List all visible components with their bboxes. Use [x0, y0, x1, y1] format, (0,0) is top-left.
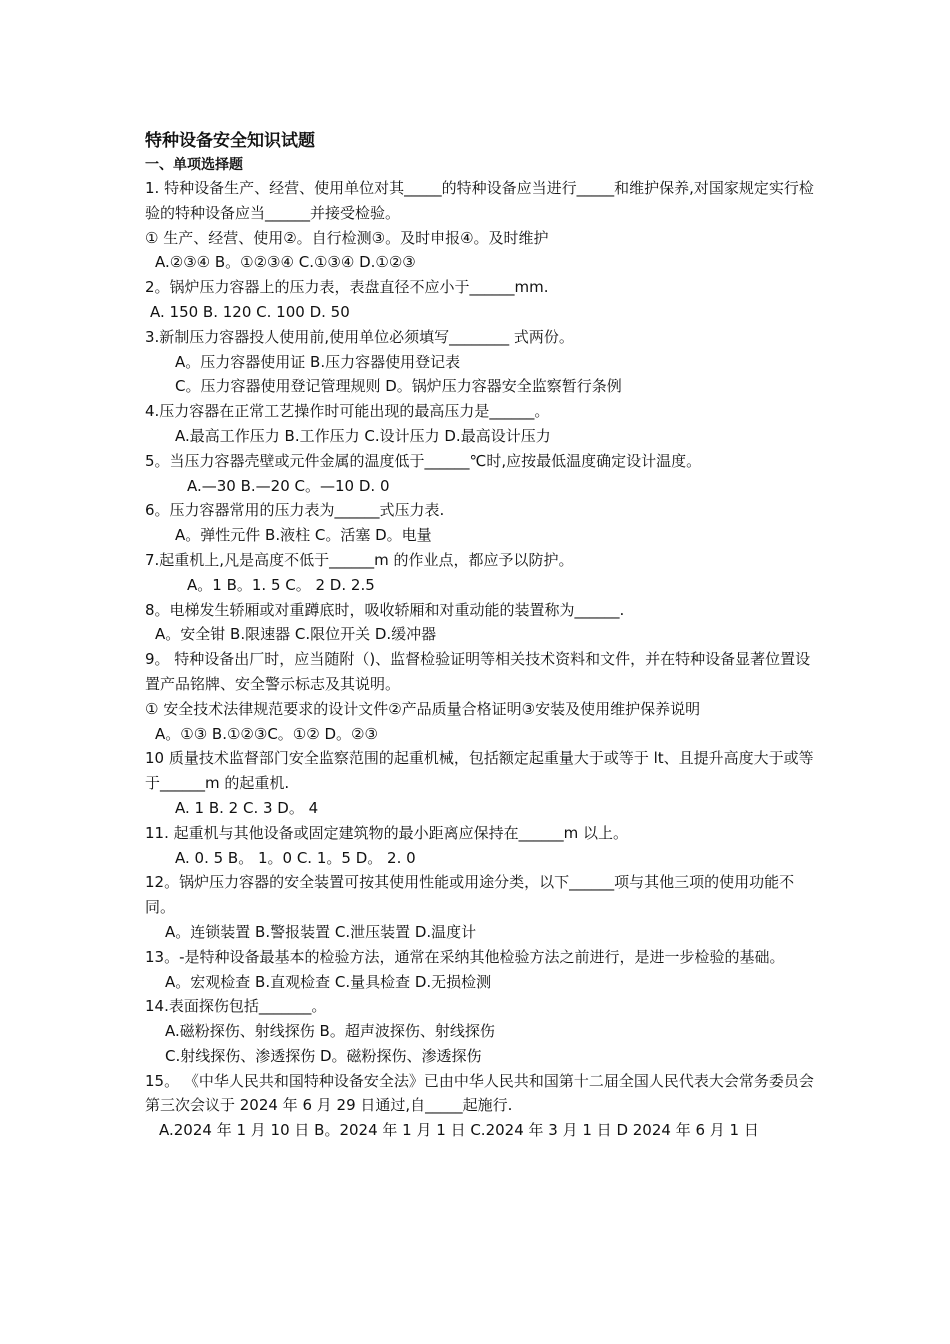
- question-9-items: ① 安全技术法律规范要求的设计文件②产品质量合格证明③安装及使用维护保养说明: [145, 699, 701, 718]
- question-11-options: A. 0. 5 B。 1。0 C. 1。5 D。 2. 0: [175, 848, 416, 867]
- question-2-options: A. 150 B. 120 C. 100 D. 50: [150, 302, 350, 321]
- question-14-options-1: A.磁粉探伤、射线探伤 B。超声波探伤、射线探伤: [165, 1022, 495, 1041]
- question-8-stem: 8。电梯发生轿厢或对重蹲底时，吸收轿厢和对重动能的装置称为______.: [145, 600, 625, 619]
- question-12-options: A。连锁装置 B.警报装置 C.泄压装置 D.温度计: [165, 922, 477, 941]
- question-15-options: A.2024 年 1 月 10 日 B。2024 年 1 月 1 日 C.2024 年 3 月 1 日 D 2024 年 6 月 1 日: [159, 1121, 759, 1140]
- question-7-stem: 7.起重机上,凡是高度不低于______m 的作业点，都应予以防护。: [145, 550, 574, 569]
- question-1-stem: 1. 特种设备生产、经营、使用单位对其_____的特种设备应当进行_____和维护保养,对国家规定实行检验的特种设备应当______并接受检验。: [145, 179, 814, 222]
- question-1-items: ① 生产、经营、使用②。自行检测③。及时申报④。及时维护: [145, 228, 549, 247]
- question-14-options-2: C.射线探伤、渗透探伤 D。磁粉探伤、渗透探伤: [165, 1046, 482, 1065]
- section-heading: 一、单项选择题: [145, 157, 243, 173]
- question-11-stem: 11. 起重机与其他设备或固定建筑物的最小距离应保持在______m 以上。: [145, 823, 629, 842]
- question-3-stem: 3.新制压力容器投人使用前,使用单位必须填写________ 式两份。: [145, 327, 574, 346]
- question-13-stem: 13。-是特种设备最基本的检验方法，通常在采纳其他检验方法之前进行，是进一步检验的基础。: [145, 947, 785, 966]
- document-title: 特种设备安全知识试题: [145, 131, 315, 151]
- question-14-stem: 14.表面探伤包括_______。: [145, 997, 327, 1016]
- question-4-stem: 4.压力容器在正常工艺操作时可能出现的最高压力是______。: [145, 402, 550, 421]
- question-1-options: A.②③④ B。①②③④ C.①③④ D.①②③: [155, 253, 416, 272]
- question-5-options: A.—30 B.—20 C。—10 D. 0: [187, 476, 390, 495]
- question-12-stem: 12。锅炉压力容器的安全装置可按其使用性能或用途分类，以下______项与其他三项的使用功能不同。: [145, 873, 795, 917]
- question-13-options: A。宏观检查 B.直观检查 C.量具检查 D.无损检测: [165, 972, 492, 991]
- question-2-stem: 2。锅炉压力容器上的压力表，表盘直径不应小于______mm.: [145, 278, 549, 297]
- question-4-options: A.最高工作压力 B.工作压力 C.设计压力 D.最高设计压力: [175, 426, 551, 445]
- document-content: [145, 128, 815, 1143]
- question-9-stem: 9。 特种设备出厂时，应当随附（)、监督检验证明等相关技术资料和文件，并在特种设备显著位置设置产品铭牌、安全警示标志及其说明。: [145, 650, 811, 693]
- question-7-options: A。1 B。1. 5 C。 2 D. 2.5: [187, 575, 375, 594]
- question-8-options: A。安全钳 B.限速器 C.限位开关 D.缓冲器: [155, 625, 437, 644]
- question-6-stem: 6。压力容器常用的压力表为______式压力表.: [145, 501, 445, 520]
- question-3-options-1: A。压力容器使用证 B.压力容器使用登记表: [175, 352, 461, 371]
- question-10-options: A. 1 B. 2 C. 3 D。 4: [175, 798, 319, 817]
- question-5-stem: 5。当压力容器壳壁或元件金属的温度低于______℃时,应按最低温度确定设计温度。: [145, 451, 702, 470]
- question-15-stem: 15。 《中华人民共和国特种设备安全法》已由中华人民共和国第十二届全国人民代表大会常务委员会第三次会议于 2024 年 6 月 29 日通过,自_____起施行.: [145, 1071, 814, 1115]
- question-10-stem: 10 质量技术监督部门安全监察范围的起重机械，包括额定起重量大于或等于 lt、且提升高度大于或等于______m 的起重机.: [145, 749, 814, 793]
- question-6-options: A。弹性元件 B.液柱 C。活塞 D。电量: [175, 526, 432, 545]
- question-9-options: A。①③ B.①②③C。①② D。②③: [155, 724, 378, 743]
- question-3-options-2: C。压力容器使用登记管理规则 D。锅炉压力容器安全监察暂行条例: [175, 377, 622, 396]
